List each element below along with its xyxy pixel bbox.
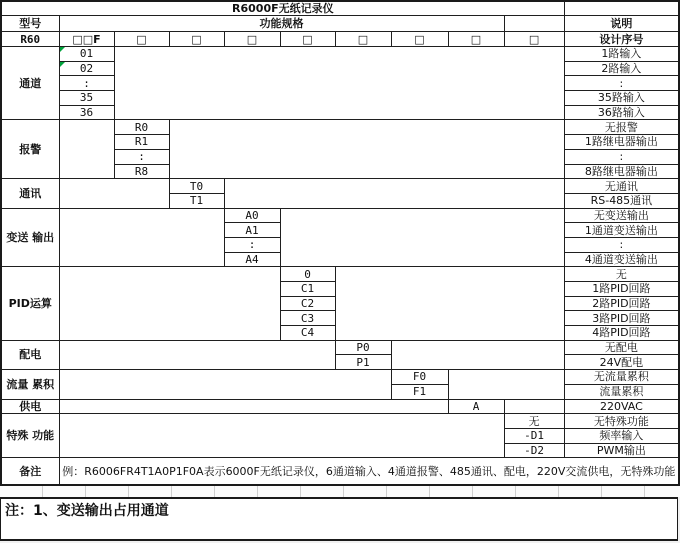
option-code-cell: 36: [59, 105, 114, 120]
option-desc-cell: 24V配电: [564, 355, 679, 370]
spec-row: [1, 414, 679, 429]
left-filler-cell: [59, 179, 169, 208]
right-filler-cell: [169, 120, 564, 179]
spec-row: [1, 179, 679, 194]
option-desc-cell: 2路PID回路: [564, 296, 679, 311]
option-desc-cell: 无流量累积: [564, 370, 679, 385]
section-label: 特殊 功能: [1, 414, 59, 458]
option-desc-cell: 无: [564, 267, 679, 282]
option-desc-cell: RS-485通讯: [564, 193, 679, 208]
footnote-box: [0, 497, 678, 541]
code-box-cell: □: [448, 32, 504, 47]
option-code-cell: C3: [280, 311, 335, 326]
option-desc-cell: 无特殊功能: [564, 414, 679, 429]
section-label: 报警: [1, 120, 59, 179]
option-desc-cell: 8路继电器输出: [564, 164, 679, 179]
option-code-cell: :: [114, 149, 169, 164]
code-box-cell: □: [280, 32, 335, 47]
option-desc-cell: 流量累积: [564, 384, 679, 399]
spec-header: 功能规格: [59, 16, 504, 32]
option-desc-cell: 无配电: [564, 340, 679, 355]
model-code-row: [1, 32, 679, 47]
left-filler-cell: [59, 370, 391, 399]
right-filler-cell: [448, 370, 564, 399]
option-desc-cell: 1路输入: [564, 47, 679, 62]
right-filler-cell: [504, 399, 564, 414]
right-filler-cell: [224, 179, 564, 208]
left-filler-cell: [59, 399, 448, 414]
option-code-cell: C1: [280, 282, 335, 297]
footnote-text: 注：1、变送输出占用通道: [5, 503, 169, 519]
left-filler-cell: [59, 267, 280, 340]
option-code-cell: P1: [335, 355, 391, 370]
option-desc-cell: 35路输入: [564, 91, 679, 106]
option-code-cell: R0: [114, 120, 169, 135]
option-code-cell: A: [448, 399, 504, 414]
spec-row: [1, 267, 679, 282]
code-box-cell: □: [169, 32, 224, 47]
option-desc-cell: 无变送输出: [564, 208, 679, 223]
option-code-cell: F1: [391, 384, 448, 399]
option-desc-cell: :: [564, 237, 679, 252]
right-filler-cell: [335, 267, 564, 340]
section-label: 通讯: [1, 179, 59, 208]
title-row: [1, 1, 679, 16]
option-code-cell: T0: [169, 179, 224, 194]
spreadsheet-gridline-strip: [0, 486, 680, 497]
option-desc-cell: 1路PID回路: [564, 282, 679, 297]
header-row: [1, 16, 679, 32]
option-code-cell: F0: [391, 370, 448, 385]
option-code-cell: A4: [224, 252, 280, 267]
option-desc-cell: :: [564, 76, 679, 91]
option-code-cell: A0: [224, 208, 280, 223]
option-desc-cell: :: [564, 149, 679, 164]
option-code-cell: 01: [59, 47, 114, 62]
option-code-cell: 0: [280, 267, 335, 282]
code-box-cell: □: [224, 32, 280, 47]
model-header: 型号: [1, 16, 59, 32]
section-label: 配电: [1, 340, 59, 369]
spec-row: [1, 120, 679, 135]
option-code-cell: -D2: [504, 443, 564, 458]
excel-flag-icon: [60, 62, 65, 67]
title-side-cell: [564, 1, 679, 16]
option-desc-cell: 3路PID回路: [564, 311, 679, 326]
option-code-cell: 35: [59, 91, 114, 106]
option-desc-cell: 无通讯: [564, 179, 679, 194]
model-code: R60: [1, 32, 59, 47]
option-desc-cell: PWM输出: [564, 443, 679, 458]
section-label: 供电: [1, 399, 59, 414]
remark-label: 备注: [1, 458, 59, 485]
option-desc-cell: 4通道变送输出: [564, 252, 679, 267]
left-filler-cell: [59, 120, 114, 179]
section-label: 流量 累积: [1, 370, 59, 399]
option-desc-cell: 1通道变送输出: [564, 223, 679, 238]
option-code-cell: R8: [114, 164, 169, 179]
spec-row: [1, 208, 679, 223]
spec-row: [1, 47, 679, 62]
remark-text: 例：R6006FR4T1A0P1F0A表示6000F无纸记录仪，6通道输入、4通道报警、485通讯、配电，220V交流供电，无特殊功能: [59, 458, 679, 485]
option-code-cell: R1: [114, 135, 169, 150]
option-desc-cell: 频率输入: [564, 428, 679, 443]
option-desc-cell: 2路输入: [564, 61, 679, 76]
spec-row: [1, 340, 679, 355]
option-code-cell: P0: [335, 340, 391, 355]
option-code-cell: C4: [280, 326, 335, 341]
section-label: 变送 输出: [1, 208, 59, 267]
table-title: R6000F无纸记录仪: [1, 1, 564, 16]
option-code-cell: 02: [59, 61, 114, 76]
code-box-cell: □: [504, 32, 564, 47]
code-box-cell: □: [114, 32, 169, 47]
excel-flag-icon: [60, 47, 65, 52]
left-filler-cell: [59, 340, 335, 369]
option-code-cell: :: [59, 76, 114, 91]
right-filler-cell: [280, 208, 564, 267]
spec-row: [1, 399, 679, 414]
right-filler-cell: [391, 340, 564, 369]
design-number-header: 设计序号: [564, 32, 679, 47]
spec-row: [1, 370, 679, 385]
option-code-cell: 无: [504, 414, 564, 429]
option-code-cell: T1: [169, 193, 224, 208]
option-desc-cell: 1路继电器输出: [564, 135, 679, 150]
left-filler-cell: [59, 208, 224, 267]
spec-body: [1, 47, 679, 458]
right-filler-cell: [114, 47, 564, 120]
option-code-cell: :: [224, 237, 280, 252]
option-code-cell: A1: [224, 223, 280, 238]
option-desc-cell: 220VAC: [564, 399, 679, 414]
option-code-cell: -D1: [504, 428, 564, 443]
desc-header: 说明: [564, 16, 679, 32]
code-box-cell: □: [391, 32, 448, 47]
option-desc-cell: 36路输入: [564, 105, 679, 120]
code-box-cell: □□F: [59, 32, 114, 47]
section-label: 通道: [1, 47, 59, 120]
section-label: PID运算: [1, 267, 59, 340]
code-box-cell: □: [335, 32, 391, 47]
remark-row: [1, 458, 679, 485]
left-filler-cell: [59, 414, 504, 458]
option-desc-cell: 无报警: [564, 120, 679, 135]
option-code-cell: C2: [280, 296, 335, 311]
option-desc-cell: 4路PID回路: [564, 326, 679, 341]
spec-header-spacer: [504, 16, 564, 32]
